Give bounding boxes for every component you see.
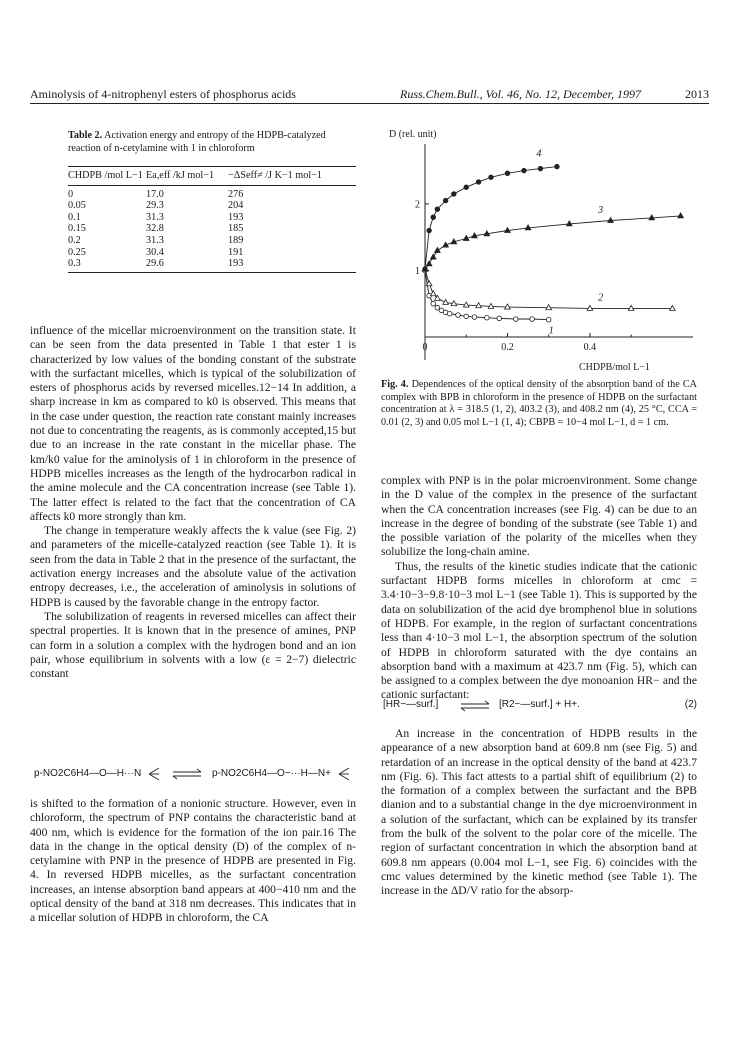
- series-3-point: [678, 213, 684, 218]
- page-number: 2013: [685, 87, 709, 101]
- table-cell: 0.15: [68, 223, 86, 235]
- table-cell: 193: [228, 211, 244, 223]
- table-row: [68, 185, 356, 200]
- series-4-point: [489, 175, 494, 180]
- series-1-point: [513, 317, 518, 322]
- table-row: [68, 258, 356, 272]
- series-4-point: [435, 207, 440, 212]
- series-1-point: [456, 313, 461, 318]
- y-tick-label: 1: [415, 265, 420, 277]
- series-3-point: [435, 247, 441, 252]
- paragraph: influence of the micellar microenvironment on the transition state. It can be seen from the data presented in Table 1 that ester 1 is characterized by low values of the bonding constant of the substrate with the surfactant micelles, which is typical of the solubilization of esters of phosphorus acids by reversed micelles.12−14 In addition, a sharp increase in km as compared to k0 is observed. This means that in the case under question, the reaction rate constant mainly increases not due to concentrating the reagents, as is commonly accepted,15 but due to an increase in the rate constant in the micellar phase. The km/k0 value for the aminolysis of 1 in chloroform in the presence of HDPB micelles increases as the length of the hydrocarbon radical in the amine molecule and the CA concentration increase (see Table 1). The latter effect is related to the fact that the concentration of CA affects k0 more strongly than km.: [30, 324, 356, 523]
- table-caption-text: Activation energy and entropy of the HDPB-catalyzed reaction of n-cetylamine with 1 in chloroform: [68, 130, 326, 154]
- series-3-line: [425, 216, 681, 269]
- series-4-point: [464, 185, 469, 190]
- equilibrium-arrow-icon: [173, 769, 201, 779]
- series-4-point: [427, 228, 432, 233]
- equation-number: (2): [684, 699, 697, 710]
- table-row: [68, 223, 356, 235]
- series-1-point: [497, 316, 502, 321]
- table-cell: 193: [228, 258, 356, 272]
- bond-fork-icon: [149, 768, 159, 780]
- series-2-point: [628, 305, 634, 310]
- series-2-label: 2: [598, 292, 604, 304]
- table-header-cell: −ΔSeff≠ /J K−1 mol−1: [228, 167, 356, 186]
- equation-1: [30, 764, 356, 788]
- table-header-cell: Ea,eff /kJ mol−1: [146, 167, 228, 186]
- series-4-point: [522, 168, 527, 173]
- y-tick-label: 2: [415, 199, 420, 211]
- series-4-point: [452, 192, 457, 197]
- table-cell: 0.25: [68, 246, 86, 258]
- paragraph: Thus, the results of the kinetic studies indicate that the cationic surfactant HDPB forms micelles in chloroform at cmc = 3.4·10−3−9.8·10−3 mol L−1 (see Table 1). This is supported by the data on solubilization of the acid dye bromphenol blue in solutions of HDPB. For example, in the region of surfactant concentrations less than 4·10−3 mol L−1, the absorption spectrum of the solution of HDPB in chloroform saturated with the dye contains an absorption band with a maximum at 423.7 nm (Fig. 5), which can be assigned to a complex between the dye monoanion HR− and the cationic surfactant:: [381, 559, 697, 702]
- table-cell: 185: [228, 223, 244, 235]
- x-tick-label: 0.4: [583, 342, 597, 353]
- series-2-point: [670, 305, 676, 310]
- series-1-point: [431, 301, 436, 306]
- left-column-text-b: [30, 797, 356, 926]
- series-4-point: [423, 267, 428, 272]
- series-2-point: [546, 305, 552, 310]
- table-header-cell: CHDPB /mol L−1: [68, 167, 146, 186]
- series-2-point: [430, 291, 436, 296]
- right-column-text-b: [381, 727, 697, 899]
- table-row: [68, 200, 356, 212]
- table-cell: 30.4: [146, 246, 164, 258]
- table-cell: 204: [228, 200, 244, 212]
- running-header: [30, 87, 709, 104]
- table-header-row: [68, 167, 356, 186]
- x-tick-label: 0: [422, 342, 428, 353]
- table-row: [68, 212, 356, 224]
- equation-right: [R2−—surf.] + H+.: [499, 699, 580, 710]
- paragraph: complex with PNP is in the polar microenvironment. Some change in the D value of the complex in the presence of the surfactant when the CA concentration increases (see Fig. 4) can be due to an increase in the degree of bonding of the substrate (see Table 1) and the possible variation of the polarity of the micelles when they solubilize the long-chain amine.: [381, 474, 697, 559]
- series-1-label: 1: [548, 325, 554, 337]
- series-4-label: 4: [536, 148, 542, 160]
- running-title: Aminolysis of 4-nitrophenyl esters of phosphorus acids: [30, 87, 296, 101]
- figure-caption-text: Dependences of the optical density of the absorption band of the CA complex with BPB in chloroform in the presence of HDPB on the surfactant concentration at λ = 318.5 (1, 2), 403.2 (3), and 408.2 nm (4), 25 °C, CCA = 0.01 (2, 3) and 0.05 mol L−1 (1, 4); CBPB = 10−4 mol L−1, d = 1 cm.: [381, 379, 698, 428]
- series-1-point: [485, 315, 490, 320]
- table-cell: 191: [228, 246, 244, 258]
- series-3-point: [430, 254, 436, 259]
- series-1-point: [530, 317, 535, 322]
- table-cell: 276: [228, 188, 244, 200]
- series-1-point: [472, 315, 477, 320]
- table-caption-label: Table 2.: [68, 130, 103, 141]
- table-cell: 189: [228, 234, 244, 246]
- activation-table: [68, 166, 356, 273]
- y-axis-label: D (rel. unit): [389, 129, 437, 140]
- table-cell: 0.1: [68, 211, 81, 223]
- table-row: [68, 235, 356, 247]
- series-4-point: [555, 164, 560, 169]
- figure-caption-label: Fig. 4.: [381, 379, 409, 390]
- equation-2: [381, 697, 697, 717]
- paragraph: is shifted to the formation of a nonionic structure. However, even in chloroform, the spectrum of PNP contains the characteristic band at 400 nm, which is evidence for the formation of the ion pair.16 The data in the change in the optical density (D) of the complex of n-cetylamine with PNP in the presence of HDPB are presented in Fig. 4. In reversed HDPB micelles, as the surfactant concentration increases, an intense absorption band appears at 400−410 nm and the optical density of the band at 318 nm decreases. This indicates that in a micellar solution of HDPB in chloroform, the CA: [30, 797, 356, 925]
- paragraph: The change in temperature weakly affects the k value (see Fig. 2) and parameters of the micelle-catalyzed reaction (see Table 1). It is seen from the data in Table 2 that in the presence of the surfactant, the activation energy increases and the absolute value of the activation entropy decreases, i.e., the acceleration of aminolysis in solutions of HDPB is caused by the favorable change in the entropy factor.: [30, 524, 356, 609]
- table-cell: 0: [68, 188, 74, 200]
- journal-citation: Russ.Chem.Bull., Vol. 46, No. 12, December, 1997: [400, 87, 641, 101]
- table-cell: 0.2: [68, 234, 81, 246]
- paragraph: The solubilization of reagents in reversed micelles can affect their spectral properties. It is known that in the presence of amines, PNP can form in a solution a complex with the hydrogen bond and an ion pair, whose equilibrium in solvents with a low (ε = 2−7) dielectric constant: [30, 609, 356, 681]
- table-caption: [68, 130, 356, 155]
- table-cell: 29.3: [146, 200, 164, 212]
- bond-fork-icon: [339, 768, 349, 780]
- series-1-point: [546, 317, 551, 322]
- table-cell: 32.8: [146, 223, 164, 235]
- series-4-line: [425, 167, 557, 270]
- table-cell: 31.3: [146, 234, 164, 246]
- series-2-line: [425, 269, 672, 308]
- equation-left: p-NO2C6H4—O—H···N: [34, 768, 142, 779]
- paragraph: An increase in the concentration of HDPB results in the appearance of a new absorption band at 609.8 nm (see Fig. 5) and retardation of an increase in the optical density of the band at 423.7 nm (Fig. 6). This fact attests to a partial shift of equilibrium (2) to the formation of a complex between the surfactant and the BPB dianion and to a substantial change in the dye microenvironment in a solution of the surfactant, which can be explained by its transfer from the bulk of the solvent to the polar core of the micelle. The region of surfactant concentration in which the absorption band at 609.8 nm appears (0.004 mol L−1, see Fig. 6) coincides with the cmc values determined by the kinetic method (see Table 1). The increase in the ΔD/V ratio for the absorp-: [381, 727, 697, 898]
- table-cell: 17.0: [146, 188, 164, 200]
- table-cell: 31.3: [146, 211, 164, 223]
- series-4-point: [538, 166, 543, 171]
- table-cell: 0.05: [68, 200, 86, 212]
- x-axis-label: CHDPB/mol L−1: [579, 362, 650, 373]
- series-2-point: [587, 305, 593, 310]
- series-3-label: 3: [598, 205, 604, 217]
- series-4-point: [505, 171, 510, 176]
- series-3-point: [426, 261, 432, 266]
- series-2-point: [505, 304, 511, 309]
- figure-caption: [381, 379, 697, 429]
- x-tick-label: 0.2: [501, 342, 514, 353]
- equilibrium-arrow-icon: [459, 699, 493, 713]
- table-cell: 0.3: [68, 258, 146, 272]
- series-1-point: [435, 305, 440, 310]
- series-1-point: [464, 314, 469, 319]
- table-cell: 29.6: [146, 258, 228, 272]
- figure-4-chart: [383, 122, 703, 374]
- right-column-text-a: [381, 474, 697, 703]
- series-1-point: [447, 311, 452, 316]
- series-4-point: [431, 215, 436, 220]
- table-row: [68, 247, 356, 259]
- equation-left: [HR−—surf.]: [383, 699, 439, 710]
- equation-right: p-NO2C6H4—O−···H—N+: [212, 768, 331, 779]
- left-column-text-a: [30, 324, 356, 681]
- series-4-point: [476, 180, 481, 185]
- series-4-point: [443, 198, 448, 203]
